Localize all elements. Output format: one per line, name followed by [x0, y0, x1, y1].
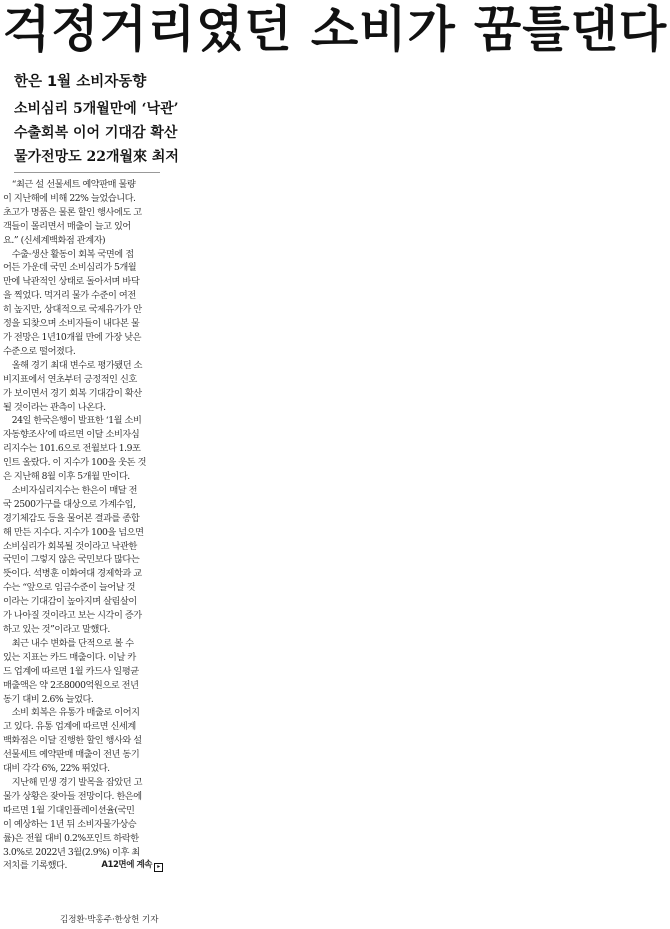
article-line: 소비자심리지수는 한은이 매달 전 [3, 484, 138, 496]
article-line: 물가 상황은 잦아들 전망이다. 한은에 [3, 790, 142, 802]
article-line: 률)은 전월 대비 0.2%포인트 하락한 [3, 832, 139, 844]
article-line: 될 것이라는 관측이 나온다. [3, 401, 106, 413]
article-line: 초고가 명품은 물론 할인 행사에도 고 [3, 206, 142, 218]
subheads [14, 72, 184, 169]
article-paragraph [3, 248, 163, 359]
article-line: 해 만든 지수다. 지수가 100을 넘으면 [3, 526, 144, 538]
article-line: 매출액은 약 2조8000억원으로 전년 [3, 679, 139, 691]
article-line: 있는 지표는 카드 매출이다. 이날 카 [3, 651, 136, 663]
article-line: 동기 대비 2.6% 늘었다. [3, 693, 94, 705]
subhead-line: 소비심리 5개월만에 ‘낙관’ [14, 101, 179, 117]
article-line: 은 지난해 8월 이후 5개월 만이다. [3, 471, 130, 483]
article-line: 지난해 민생 경기 발목을 잡았던 고 [3, 776, 143, 788]
subhead-divider [14, 172, 160, 173]
article-line: 리지수는 101.6으로 전월보다 1.9포 [3, 443, 141, 455]
article-line: 비지표에서 연초부터 긍정적인 신호 [3, 373, 137, 385]
article-line: 소비심리가 회복될 것이라고 낙관한 [3, 540, 137, 552]
article-line: 뜻이다. 석병훈 이화여대 경제학과 교 [3, 568, 142, 580]
article-paragraph [3, 637, 163, 707]
article-paragraph [3, 484, 163, 637]
article-line: 드 업계에 따르면 1월 카드사 일평균 [3, 665, 139, 677]
article-line: 요.” (신세계백화점 관계자) [3, 234, 106, 246]
subhead-kicker: 한은 1월 소비자동향 [14, 74, 147, 90]
article-body [3, 178, 163, 873]
article-line: “최근 설 선물세트 예약판매 물량 [3, 179, 136, 190]
article-line: 수는 “앞으로 임금수준이 늘어날 것 [3, 582, 136, 594]
article-line: 가 보이면서 경기 회복 기대감이 확산 [3, 387, 142, 399]
article-paragraph [3, 776, 163, 873]
article-line: 을 찍었다. 먹거리 물가 수준이 여전 [3, 290, 136, 302]
article-line: 이 예상하는 1년 뒤 소비자물가상승 [3, 818, 137, 830]
article-paragraph [3, 414, 163, 484]
article-line: 3.0%로 2022년 3월(2.9%) 이후 최 [3, 846, 140, 858]
article-line: 히 높지만, 상대적으로 국제유가가 안 [3, 304, 142, 316]
article-line: 따르면 1월 기대인플레이션율(국민 [3, 804, 135, 816]
article-line: 올해 경기 최대 변수로 평가됐던 소 [3, 359, 143, 371]
article-paragraph [3, 178, 163, 248]
article-line: 수준으로 떨어졌다. [3, 345, 76, 357]
byline: 김정환·박홍주·한상헌 기자 [60, 915, 159, 925]
article-line: 저치를 기록했다. A12면에 계속 ▸ [3, 859, 163, 873]
article-line: 만에 낙관적인 상태로 돌아서며 바닥 [3, 276, 140, 288]
article-paragraph [3, 359, 163, 415]
continued-label: A12면에 계속 [101, 860, 152, 871]
headline: 걱정거리였던 소비가 꿈틀댄다 [2, 1, 668, 58]
article-line: 인트 올랐다. 이 지수가 100을 웃돈 것 [3, 457, 147, 469]
article-line: 경기체감도 등을 물어본 결과를 종합 [3, 512, 140, 524]
subhead-line: 물가전망도 22개월來 최저 [14, 149, 179, 165]
article-line: 소비 회복은 유통가 매출로 이어지 [3, 707, 140, 719]
article-line: 가 전망은 1년10개월 만에 가장 낮은 [3, 331, 142, 343]
article-line: 24일 한국은행이 발표한 ‘1월 소비 [3, 415, 142, 427]
article-line: 수출·생산 활동이 회복 국면에 접 [3, 248, 134, 260]
article-line: 객들이 몰리면서 매출이 늘고 있어 [3, 220, 131, 232]
subhead-line: 수출회복 이어 기대감 확산 [14, 125, 178, 141]
article-line: 최근 내수 변화를 단적으로 볼 수 [3, 637, 134, 649]
article-line: 고 있다. 유통 업계에 따르면 신세계 [3, 721, 136, 733]
article-line: 이 지난해에 비해 22% 늘었습니다. [3, 192, 136, 204]
article-line: 가 나아질 것이라고 보는 시각이 증가 [3, 610, 142, 622]
article-line: 백화점은 이달 진행한 할인 행사와 설 [3, 735, 142, 747]
article-line: 국민이 그렇지 않은 국민보다 많다는 [3, 554, 140, 566]
article-line: 하고 있는 것”이라고 말했다. [3, 624, 110, 635]
article-line: 정을 되찾으며 소비자들이 내다본 물 [3, 318, 140, 330]
article-line: 대비 각각 6%, 22% 뛰었다. [3, 763, 110, 775]
article-line: 선물세트 예약판매 매출이 전년 동기 [3, 749, 140, 761]
continued-on-page-link[interactable] [101, 859, 163, 873]
article-line: 자동향조사’에 따르면 이달 소비자심 [3, 429, 140, 441]
article-line: 어든 가운데 국민 소비심리가 5개월 [3, 262, 137, 274]
article-paragraph [3, 706, 163, 776]
article-line: 국 2500가구를 대상으로 가계수입, [3, 498, 136, 510]
article-line: 이라는 기대감이 높아지며 살림살이 [3, 596, 137, 608]
arrow-right-box-icon: ▸ [154, 863, 163, 872]
